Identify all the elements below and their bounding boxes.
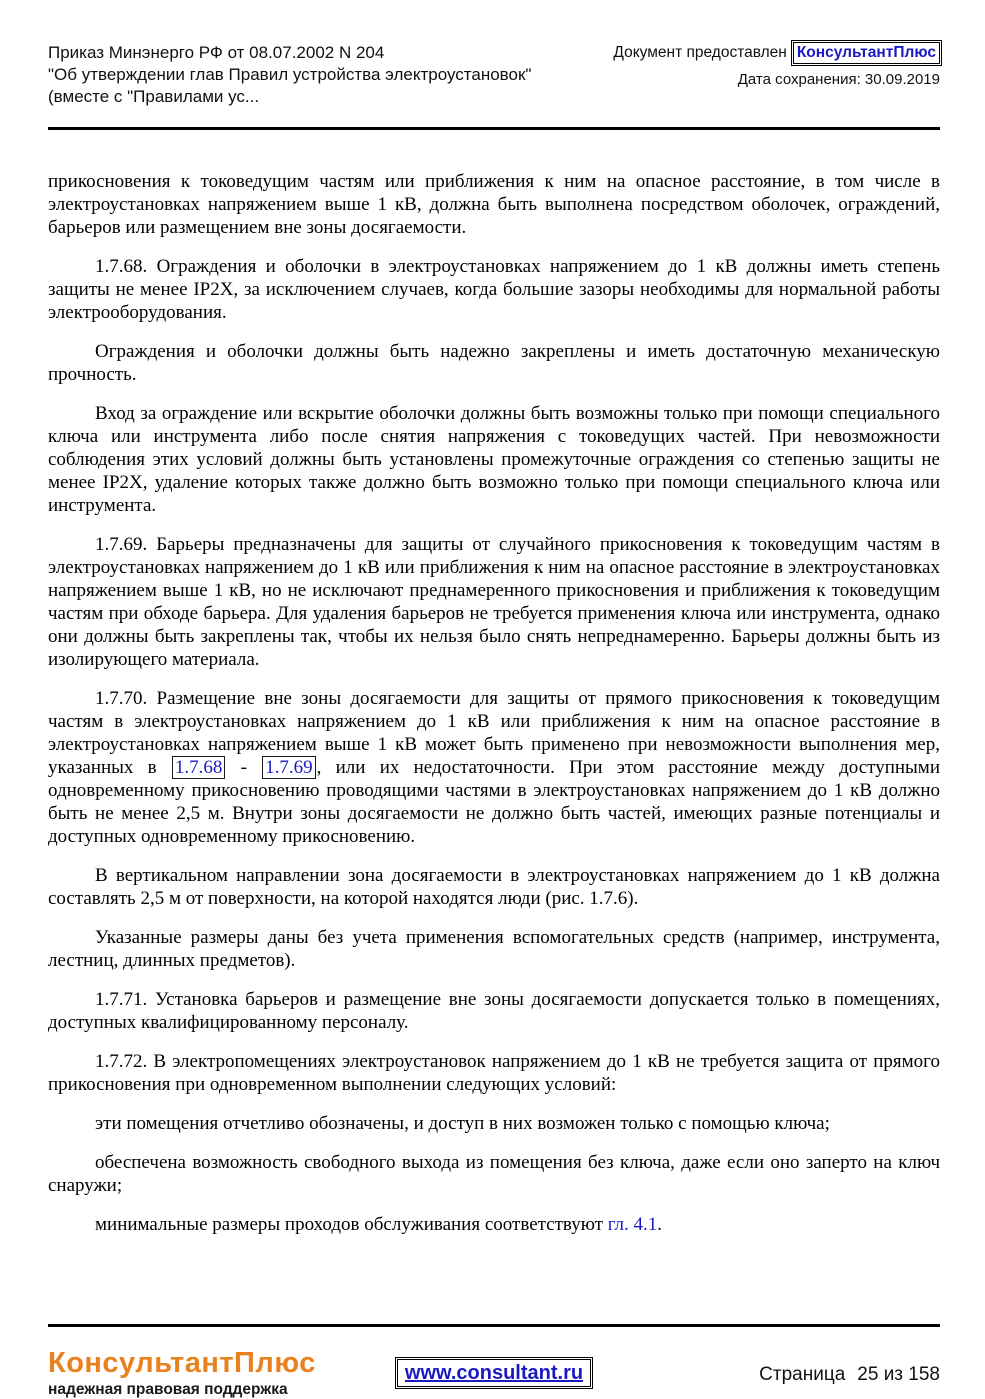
cross-reference-link[interactable]: гл. 4.1 — [607, 1214, 658, 1235]
paragraph: эти помещения отчетливо обозначены, и доступ в них возможен только с помощью ключа; — [95, 1113, 830, 1134]
page-number-label: Страница — [759, 1364, 846, 1385]
paragraph: 1.7.71. Установка барьеров и размещение вне зоны досягаемости допускается только в помещениях, доступных квалифицированному персоналу. — [48, 989, 940, 1033]
paragraph: обеспечена возможность свободного выхода из помещения без ключа, даже если оно заперто на ключ снаружи; — [48, 1152, 940, 1196]
consultantplus-link[interactable]: КонсультантПлюс — [793, 42, 940, 64]
footer-divider — [48, 1324, 940, 1327]
footer-branding — [48, 1348, 397, 1399]
page-number-value: 25 из 158 — [857, 1364, 940, 1385]
paragraph: прикосновения к токоведущим частям или приближения к ним на опасное расстояние, в том числе в электроустановках напряжением выше 1 кВ, должна быть выполнена посредством оболочек, ограждений, барьеров или размещением вне зоны досягаемости. — [48, 171, 940, 238]
header-divider — [48, 127, 940, 130]
page-header — [48, 42, 940, 108]
consultant-site-link[interactable]: www.consultant.ru — [397, 1359, 591, 1387]
save-date: Дата сохранения: 30.09.2019 — [737, 71, 940, 88]
paragraph: минимальные размеры проходов обслуживания соответствуют гл. 4.1. — [95, 1214, 663, 1235]
paragraph: 1.7.70. Размещение вне зоны досягаемости для защиты от прямого прикосновения к токоведущим частям в электроустановках напряжением до 1 кВ или приближения к ним на опасное расстояние в электроустановках напряжением выше 1 кВ может быть применено при невозможности выполнения мер, указанных в 1.7.68 - 1.7.69 , или их недостаточности. При этом расстояние между доступными одновременному прикосновению проводящими частями в электроустановках напряжением до 1 кВ должно быть не менее 2,5 м. Внутри зоны досягаемости не должно быть частей, имеющих разные потенциалы и доступных одновременному прикосновению. — [48, 688, 940, 847]
paragraph: 1.7.72. В электропомещениях электроустановок напряжением до 1 кВ не требуется защита от прямого прикосновения при одновременном выполнении следующих условий: — [48, 1051, 940, 1095]
page-number — [591, 1348, 940, 1386]
provider-line — [613, 42, 940, 64]
document-title — [48, 42, 531, 108]
provided-label: Документ предоставлен — [613, 44, 787, 61]
paragraph: В вертикальном направлении зона досягаемости в электроустановках напряжением до 1 кВ должна составлять 2,5 м от поверхности, на которой находятся люди (рис. 1.7.6). — [48, 865, 940, 909]
footer-row — [48, 1348, 940, 1399]
paragraph: Указанные размеры даны без учета применения вспомогательных средств (например, инструмента, лестниц, длинных предметов). — [48, 927, 940, 971]
cross-reference-link[interactable]: 1.7.69 — [262, 756, 316, 779]
document-title-line3: (вместе с "Правилами ус... — [48, 87, 260, 106]
page-footer — [48, 1324, 940, 1399]
provider-info — [613, 42, 940, 90]
document-title-line1: Приказ Минэнерго РФ от 08.07.2002 N 204 — [48, 43, 385, 62]
paragraph: Ограждения и оболочки должны быть надежно закреплены и иметь достаточную механическую прочность. — [48, 341, 940, 385]
document-title-line2: "Об утверждении глав Правил устройства электроустановок" — [48, 65, 532, 84]
footer-site — [397, 1348, 591, 1387]
paragraph: 1.7.69. Барьеры предназначены для защиты от случайного прикосновения к токоведущим частям в электроустановках напряжением до 1 кВ или приближения к ним на опасное расстояние в электроустановках напряжением выше 1 кВ, но не исключают преднамеренного прикосновения и приближения к токоведущим частям при обходе барьера. Для удаления барьеров не требуется применения ключа или инструмента, однако они должны быть закреплены так, чтобы их нельзя было снять непреднамеренно. Барьеры должны быть из изолирующего материала. — [48, 534, 940, 670]
logo-tagline: надежная правовая поддержка — [48, 1381, 288, 1398]
paragraph: Вход за ограждение или вскрытие оболочки должны быть возможны только при помощи специального ключа или инструмента либо после снятия напряжения с токоведущих частей. При невозможности соблюдения этих условий должны быть установлены промежуточные ограждения со степенью защиты не менее IP2X, удаление которых также должно быть возможно только при помощи специального ключа или инструмента. — [48, 403, 940, 516]
paragraph: 1.7.68. Ограждения и оболочки в электроустановках напряжением до 1 кВ должны иметь степень защиты не менее IP2X, за исключением случаев, когда большие зазоры необходимы для нормальной работы электрооборудования. — [48, 256, 940, 323]
consultantplus-logo: КонсультантПлюс — [48, 1347, 316, 1379]
document-body — [48, 170, 940, 1324]
cross-reference-link[interactable]: 1.7.68 — [172, 756, 226, 779]
